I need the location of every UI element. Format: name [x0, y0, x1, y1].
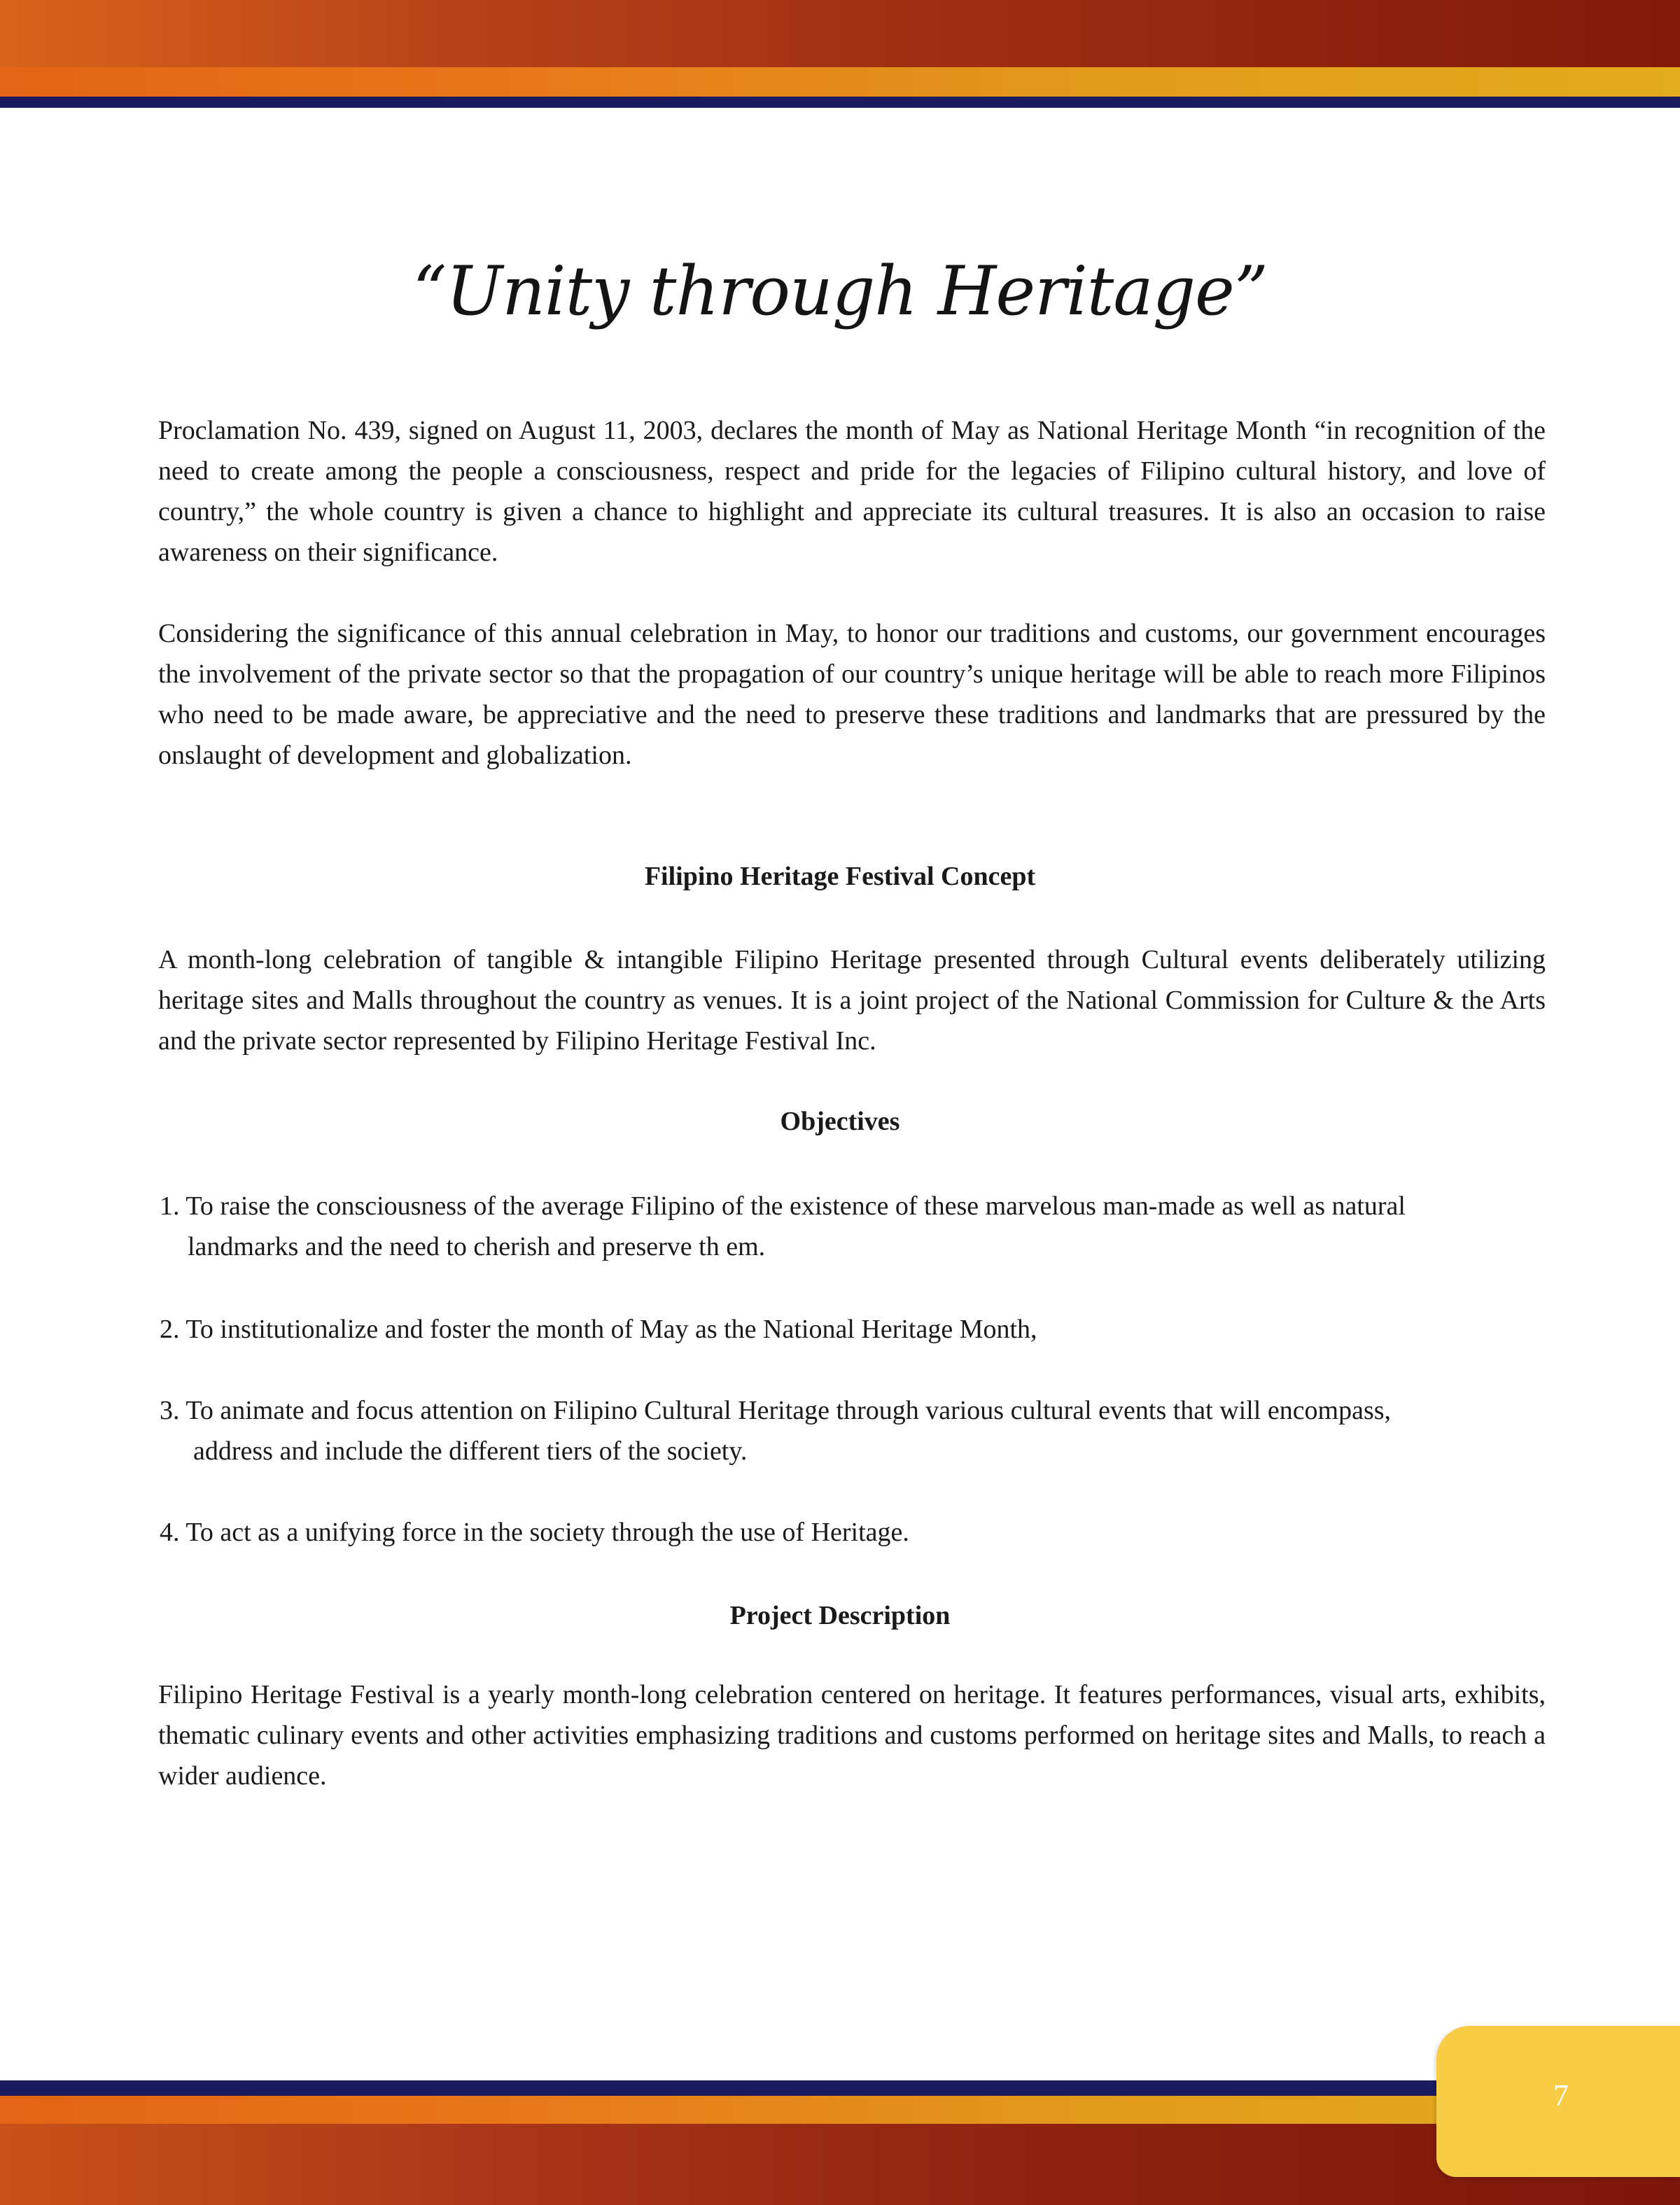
top-gradient-stripe [0, 0, 1680, 73]
page-title: “Unity through Heritage” [412, 252, 1268, 330]
objective-text-line-2: address and include the different tiers of the society. [193, 1436, 748, 1466]
bottom-decorative-band [0, 2080, 1680, 2205]
top-gold-stripe [0, 67, 1680, 97]
objective-text-line-1: To act as a unifying force in the society through the use of Heritage. [186, 1518, 909, 1547]
objective-text-line-2: landmarks and the need to cherish and preserve th em. [188, 1232, 766, 1261]
objective-text-line-1: To animate and focus attention on Filipino Cultural Heritage through various cultural events that will encompass, [186, 1396, 1392, 1425]
bottom-gradient-stripe [0, 2124, 1680, 2205]
objective-number: 4. [160, 1518, 180, 1547]
project-heading: Project Description [729, 1601, 951, 1630]
bottom-navy-stripe [0, 2080, 1680, 2096]
objective-text-line-1: To institutionalize and foster the month of May as the National Heritage Month, [186, 1315, 1037, 1344]
intro-paragraph-1: Proclamation No. 439, signed on August 11, 2003, declares the month of May as National Heritage Month “in recognition of the need to create among the people a consciousness, respect and pride for the legacies of Filipino cultural history, and love of country,” the whole country is given a chance to highlight and appreciate its cultural treasures. It is also an occasion to raise awareness on their significance. [158, 416, 1546, 567]
project-paragraph: Filipino Heritage Festival is a yearly month-long celebration centered on heritage. It features performances, visual arts, exhibits, thematic culinary events and other activities emphasizing traditions and customs performed on heritage sites and Malls, to reach a wider audience. [158, 1680, 1546, 1791]
bottom-gold-stripe [0, 2096, 1680, 2124]
page-number: 7 [1553, 2078, 1569, 2113]
top-decorative-band [0, 0, 1680, 118]
concept-paragraph: A month-long celebration of tangible & intangible Filipino Heritage presented through Cultural events deliberately utilizing heritage sites and Malls throughout the country as venues. It is a joint project of the National Commission for Culture & the Arts and the private sector represented by Filipino Heritage Festival Inc. [158, 945, 1546, 1056]
objective-text-line-1: To raise the consciousness of the average Filipino of the existence of these marvelous man-made as well as natural [186, 1191, 1406, 1221]
objective-number: 3. [160, 1396, 180, 1425]
objective-item-4 [160, 1512, 1532, 1553]
intro-paragraph-2: Considering the significance of this annual celebration in May, to honor our traditions and customs, our government encourages the involvement of the private sector so that the propagation of our country’s unique heritage will be able to reach more Filipinos who need to be made aware, be appreciative and the need to preserve these traditions and landmarks that are pressured by the onslaught of development and globalization. [158, 619, 1546, 770]
concept-heading: Filipino Heritage Festival Concept [644, 862, 1036, 891]
objective-number: 2. [160, 1315, 180, 1344]
objective-item-3 [160, 1390, 1532, 1471]
objective-item-2 [160, 1309, 1532, 1350]
top-navy-stripe [0, 97, 1680, 108]
objective-number: 1. [160, 1191, 180, 1221]
objective-item-1 [160, 1186, 1532, 1267]
objectives-heading: Objectives [780, 1107, 900, 1136]
